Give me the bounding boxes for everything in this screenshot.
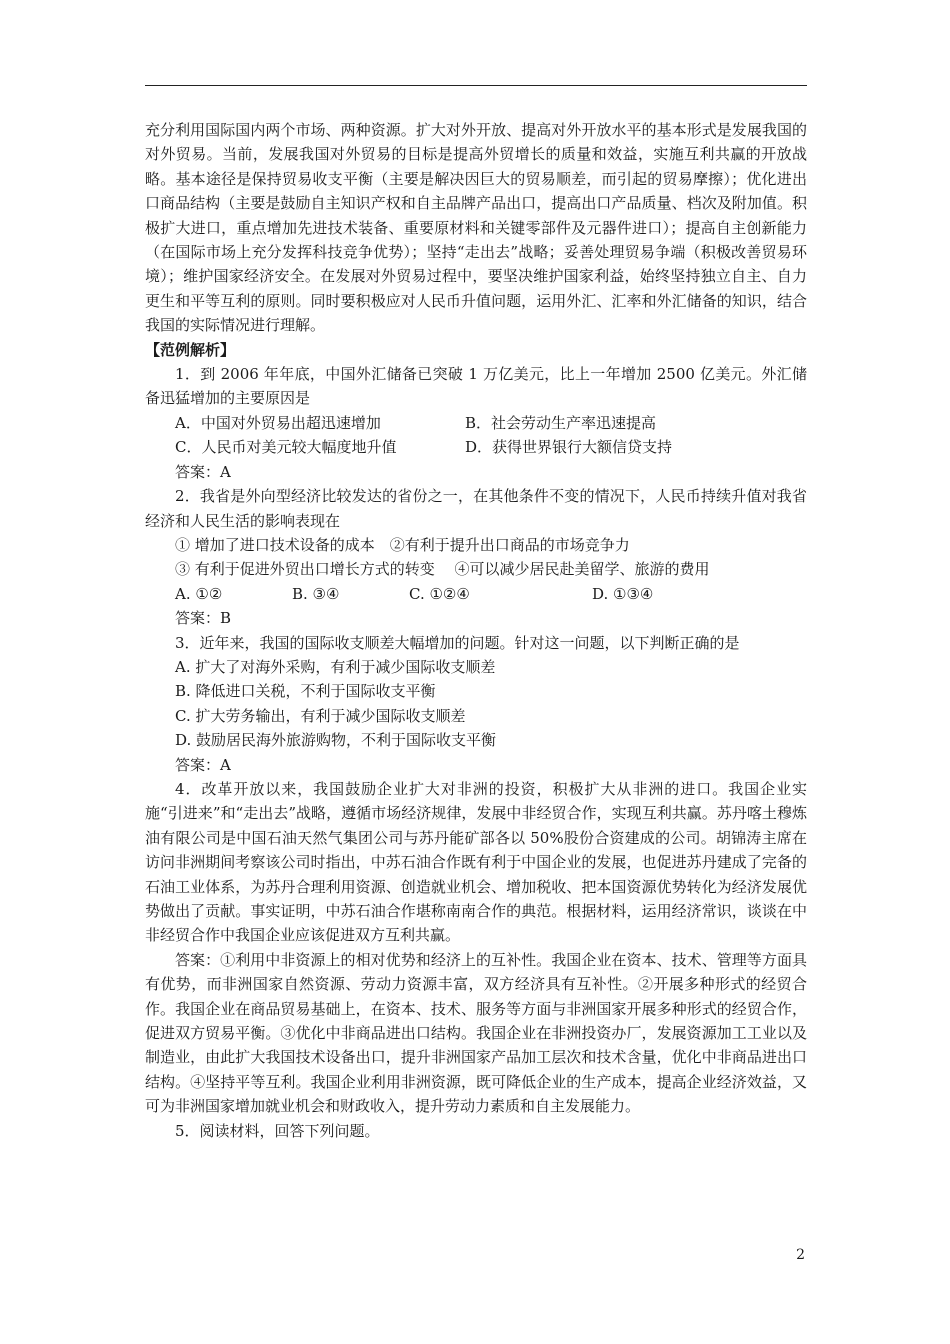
question-3-stem: 3．近年来，我国的国际收支顺差大幅增加的问题。针对这一问题，以下判断正确的是 — [175, 633, 740, 652]
document-body — [145, 118, 807, 1143]
section-heading: 【范例解析】 — [145, 340, 236, 359]
question-1-option-d: D．获得世界银行大额信贷支持 — [465, 438, 673, 457]
question-4 — [145, 777, 807, 1119]
question-1-option-b: B．社会劳动生产率迅速提高 — [465, 413, 657, 432]
question-4-answer: 答案：①利用中非资源上的相对优势和经济上的互补性。我国企业在资本、技术、管理等方面具有优势，而非洲国家自然资源、劳动力资源丰富，双方经济具有互补性。②开展多种形式的经贸合作。我国企业在商品贸易基础上，在资本、技术、服务等方面与非洲国家开展多种形式的经贸合作，促进双方贸易平衡。③优化中非商品进出口结构。我国企业在非洲投资办厂，发展资源加工工业以及制造业，由此扩大我国技术设备出口，提升非洲国家产品加工层次和技术含量，优化中非商品进出口结构。④坚持平等互利。我国企业利用非洲资源，既可降低企业的生产成本，提高企业经济效益，又可为非洲国家增加就业机会和财政收入，提升劳动力素质和自主发展能力。 — [145, 950, 807, 1116]
question-1-options-row-1 — [145, 411, 807, 435]
question-2-option-a: A. ①② — [175, 584, 223, 603]
question-3-answer: 答案：A — [175, 755, 231, 774]
question-1-option-c: C．人民币对美元较大幅度地升值 — [175, 438, 397, 457]
question-1 — [145, 362, 807, 484]
question-2-option-c: C. ①②④ — [409, 584, 470, 603]
question-1-stem: 1．到 2006 年年底，中国外汇储备已突破 1 万亿美元，比上一年增加 2500 亿美元。外汇储备迅猛增加的主要原因是 — [145, 365, 807, 408]
question-2-option-d: D. ①③④ — [592, 584, 654, 603]
question-2-option-b: B. ③④ — [292, 584, 340, 603]
question-1-options-row-2 — [145, 435, 807, 459]
question-5 — [145, 1119, 807, 1143]
question-3 — [145, 631, 807, 777]
question-2-options — [145, 582, 807, 606]
page-number: 2 — [796, 1247, 805, 1263]
question-3-option-b: B. 降低进口关税，不利于国际收支平衡 — [175, 682, 436, 701]
question-1-option-a: A．中国对外贸易出超迅速增加 — [175, 413, 381, 432]
question-2 — [145, 484, 807, 630]
question-3-option-a: A. 扩大了对海外采购，有利于减少国际收支顺差 — [175, 657, 496, 676]
question-2-answer: 答案：B — [175, 609, 232, 628]
question-3-option-c: C. 扩大劳务输出，有利于减少国际收支顺差 — [175, 706, 466, 725]
question-3-option-d: D. 鼓励居民海外旅游购物，不利于国际收支平衡 — [175, 731, 497, 750]
question-2-statements-2: ③ 有利于促进外贸出口增长方式的转变 ④可以减少居民赴美留学、旅游的费用 — [175, 560, 710, 579]
header-rule — [145, 85, 807, 86]
intro-paragraph: 充分利用国际国内两个市场、两种资源。扩大对外开放、提高对外开放水平的基本形式是发展我国的对外贸易。当前，发展我国对外贸易的目标是提高外贸增长的质量和效益，实施互利共赢的开放战略。基本途径是保持贸易收支平衡（主要是解决因巨大的贸易顺差，而引起的贸易摩擦）；优化进出口商品结构（主要是鼓励自主知识产权和自主品牌产品出口，提高出口产品质量、档次及附加值。积极扩大进口，重点增加先进技术装备、重要原材料和关键零部件及元器件进口）；提高自主创新能力（在国际市场上充分发挥科技竞争优势）；坚持“走出去”战略；妥善处理贸易争端（积极改善贸易环境）；维护国家经济安全。在发展对外贸易过程中，要坚决维护国家利益，始终坚持独立自主、自力更生和平等互利的原则。同时要积极应对人民币升值问题，运用外汇、汇率和外汇储备的知识，结合我国的实际情况进行理解。 — [145, 121, 807, 335]
question-2-stem: 2．我省是外向型经济比较发达的省份之一，在其他条件不变的情况下，人民币持续升值对我省经济和人民生活的影响表现在 — [145, 487, 807, 530]
question-1-answer: 答案：A — [175, 462, 231, 481]
question-2-statements-1: ① 增加了进口技术设备的成本 ②有利于提升出口商品的市场竞争力 — [175, 535, 630, 554]
question-4-stem: 4．改革开放以来，我国鼓励企业扩大对非洲的投资，积极扩大从非洲的进口。我国企业实施“引进来”和“走出去”战略，遵循市场经济规律，发展中非经贸合作，实现互利共赢。苏丹喀土穆炼油有限公司是中国石油天然气集团公司与苏丹能矿部各以 50%股份合资建成的公司。胡锦涛主席在访问非洲期间考察该公司时指出，中苏石油合作既有利于中国企业的发展，也促进苏丹建成了完备的石油工业体系，为苏丹合理利用资源、创造就业机会、增加税收、把本国资源优势转化为经济发展优势做出了贡献。事实证明，中苏石油合作堪称南南合作的典范。根据材料，运用经济常识，谈谈在中非经贸合作中我国企业应该促进双方互利共赢。 — [145, 779, 807, 945]
question-5-stem: 5．阅读材料，回答下列问题。 — [175, 1121, 380, 1140]
